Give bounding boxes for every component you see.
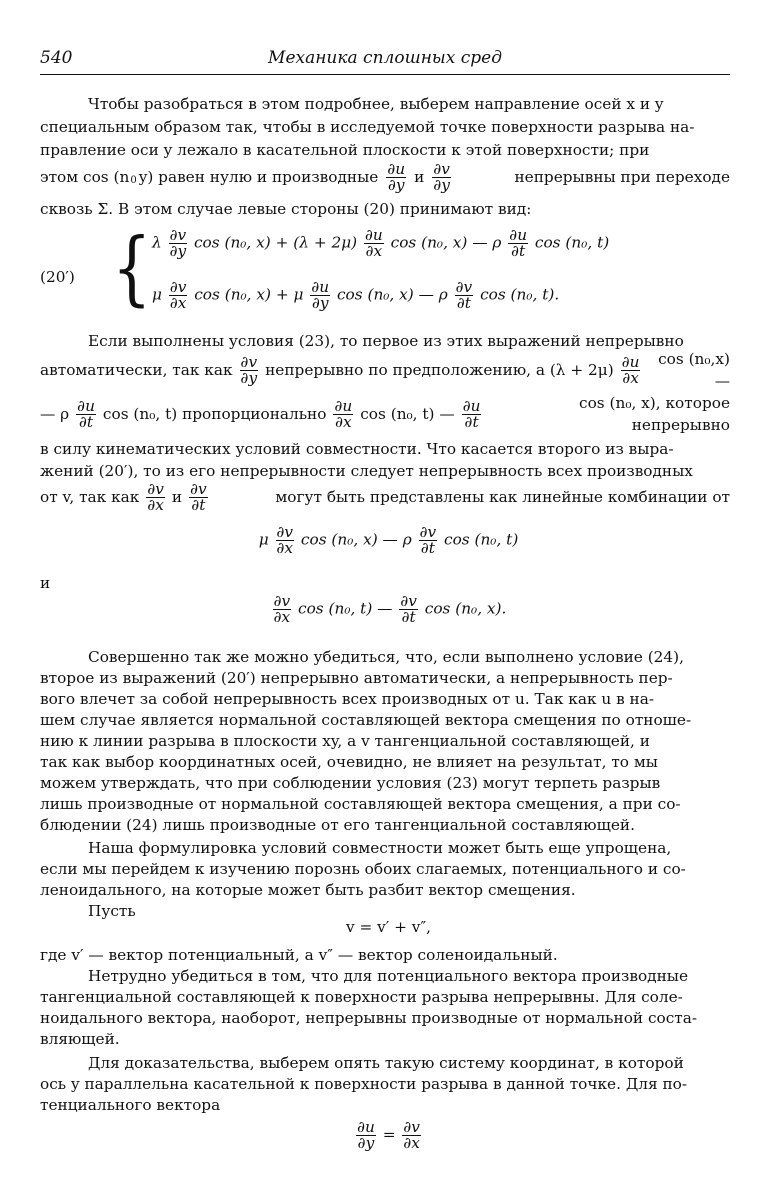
expression-2: $\frac{\partial v}{\partial x}$ cos (n₀, t) — $\frac{\partial v}{\partial t}$ cos (n₀, x). [273, 592, 507, 626]
p1-line-4: этом cos (n 0 y) равен нулю и производные $\frac{\partial u}{\partial y}$ и $\frac{\partial v}{\partial y}$ непрерывны при переходе [40, 159, 730, 194]
page-number: 540 [40, 48, 73, 68]
page-header [40, 48, 730, 70]
p5-equation: v = v′ + v″, [345, 918, 432, 936]
and-word: и [40, 574, 51, 592]
p6-line-4: вляющей. [40, 1030, 120, 1048]
running-title: Механика сплошных сред [268, 48, 502, 68]
p1-l4c: и [414, 168, 425, 186]
p2-line-3: — ρ $\frac{\partial u}{\partial t}$ cos (n₀, t) пропорционально $\frac{\partial u}{\partial x}$ cos (n₀, t) — $\frac{\partial u}{\partial t}$ cos (n₀, x), которое непрерывно [40, 394, 730, 434]
p1-line-5: сквозь Σ. В этом случае левые стороны (20) принимают вид: [40, 200, 532, 218]
fraction-du-dy: $\frac{\partial u}{\partial y}$ [387, 159, 406, 194]
p1-l4a: этом cos (n [40, 168, 130, 186]
p1-l4b: y) равен нулю и производные [138, 168, 379, 186]
p3-line-2: второе из выражений (20′) непрерывно автоматически, а непрерывность пер- [40, 669, 673, 687]
p1-l4d: непрерывны при переходе [514, 168, 730, 186]
expression-1: μ $\frac{\partial v}{\partial x}$ cos (n₀, x) — ρ $\frac{\partial v}{\partial t}$ cos (n₀, t) [258, 523, 519, 557]
header-rule [40, 74, 730, 75]
p3-line-1: Совершенно так же можно убедиться, что, если выполнено условие (24), [88, 648, 684, 666]
p7-line-2: ось y параллельна касательной к поверхности разрыва в данной точке. Для по- [40, 1075, 688, 1093]
p2-line-2: автоматически, так как $\frac{\partial v}{\partial y}$ непрерывно по предположению, а (λ + 2μ) $\frac{\partial u}{\partial x}$ cos (n₀,x) — [40, 350, 730, 390]
system-row-2: μ $\frac{\partial v}{\partial x}$ cos (n₀, x) + μ $\frac{\partial u}{\partial y}$ cos (n₀, x) — ρ $\frac{\partial v}{\partial t}$ cos (n₀, t). [152, 278, 560, 312]
p5-lead: Пусть [88, 902, 136, 920]
p2-line-4: в силу кинематических условий совместности. Что касается второго из выра- [40, 440, 674, 458]
p3-line-7: можем утверждать, что при соблюдении условия (23) могут терпеть разрыв [40, 774, 661, 792]
p6-line-3: ноидального вектора, наоборот, непрерывны производные от нормальной соста- [40, 1009, 698, 1027]
p7-line-1: Для доказательства, выберем опять такую систему координат, в которой [88, 1054, 684, 1072]
p7-line-3: тенциального вектора [40, 1096, 221, 1114]
p3-line-4: шем случае является нормальной составляющей вектора смещения по отноше- [40, 711, 692, 729]
fraction-dv-dy-2: $\frac{\partial v}{\partial y}$ [240, 352, 258, 387]
p1-line-1: Чтобы разобраться в этом подробнее, выберем направление осей x и y [88, 95, 664, 113]
final-equation: $\frac{\partial u}{\partial y}$ = $\frac{\partial v}{\partial x}$ [357, 1118, 420, 1152]
equation-label-20prime: (20′) [40, 268, 75, 286]
p4-line-3: леноидального, на которые может быть разбит вектор смещения. [40, 881, 576, 899]
fraction-du-dx: $\frac{\partial u}{\partial x}$ [621, 352, 640, 387]
p2-line-1: Если выполнены условия (23), то первое из этих выражений непрерывно [88, 332, 684, 350]
fraction-dv-dy: $\frac{\partial v}{\partial y}$ [433, 159, 450, 194]
p3-line-6: так как выбор координатных осей, очевидно, не влияет на результат, то мы [40, 753, 658, 771]
p1-line-2: специальным образом так, чтобы в исследуемой точке поверхности разрыва на- [40, 118, 695, 136]
p2-line-6: от v, так как $\frac{\partial v}{\partial x}$ и $\frac{\partial v}{\partial t}$ могут быть представлены как линейные комбинации от [40, 479, 730, 514]
p5-after: где v′ — вектор потенциальный, а v″ — вектор соленоидальный. [40, 946, 558, 964]
p4-line-1: Наша формулировка условий совместности может быть еще упрощена, [88, 839, 672, 857]
system-row-1: λ $\frac{\partial v}{\partial y}$ cos (n₀, x) + (λ + 2μ) $\frac{\partial u}{\partial x}$ cos (n₀, x) — ρ $\frac{\partial u}{\partial t}$ cos (n₀, t) [152, 226, 610, 260]
p3-line-9: блюдении (24) лишь производные от его тангенциальной составляющей. [40, 816, 635, 834]
p2-line-5: жений (20′), то из его непрерывности следует непрерывность всех производных [40, 462, 693, 480]
p3-line-5: нию к линии разрыва в плоскости xy, а v тангенциальной составляющей, и [40, 732, 650, 750]
p4-line-2: если мы перейдем к изучению порознь обоих слагаемых, потенциального и со- [40, 860, 686, 878]
p3-line-8: лишь производные от нормальной составляющей вектора смещения, а при со- [40, 795, 681, 813]
p6-line-2: тангенциальной составляющей к поверхности разрыва непрерывны. Для соле- [40, 988, 683, 1006]
p6-line-1: Нетрудно убедиться в том, что для потенциального вектора производные [88, 967, 689, 985]
system-brace: { [112, 220, 152, 316]
p1-line-3: правление оси y лежало в касательной плоскости к этой поверхности; при [40, 141, 650, 159]
p3-line-3: вого влечет за собой непрерывность всех производных от u. Так как u в на- [40, 690, 655, 708]
